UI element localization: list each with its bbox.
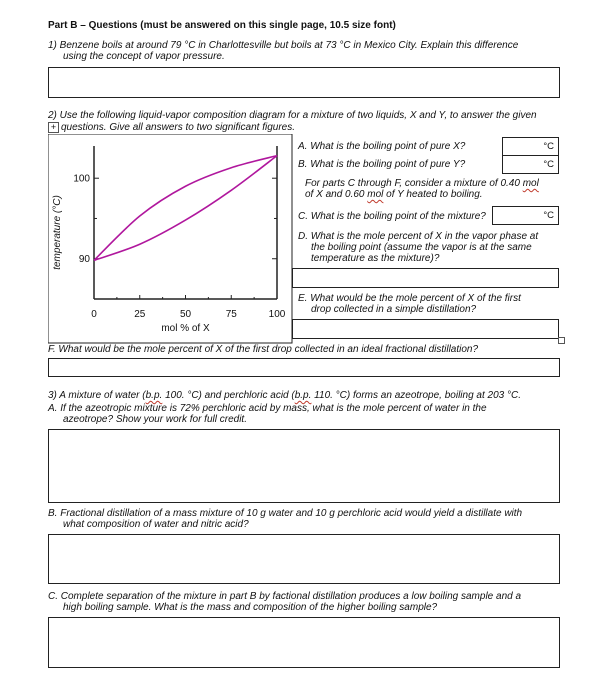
q1-answer-box[interactable]: [48, 67, 560, 98]
unit-celsius: °C: [543, 210, 554, 221]
q2b-label: B. What is the boiling point of pure Y?: [298, 159, 466, 170]
q2d-answer-box[interactable]: [292, 268, 559, 288]
q1-text-line2: using the concept of vapor pressure.: [63, 51, 225, 62]
page-title: Part B – Questions (must be answered on this single page, 10.5 size font): [48, 20, 396, 31]
q3b-label-line1: B. Fractional distillation of a mass mixture of 10 g water and 10 g perchloric acid would yield a distillate with: [48, 508, 523, 519]
q2f-label: F. What would be the mole percent of X of the first drop collected in an ideal fractional distillation?: [48, 344, 479, 355]
y-tick-label: 90: [78, 254, 90, 266]
q3-text-line1: 3) A mixture of water (b.p. 100. °C) and perchloric acid (b.p. 110. °C) forms an azeotrope, boiling at 203 °C.: [48, 390, 521, 401]
q2-text-line2: questions. Give all answers to two significant figures.: [61, 122, 295, 133]
q2a-answer-box[interactable]: [502, 137, 559, 156]
q2-parts-intro-line1: For parts C through F, consider a mixture of 0.40 mol: [305, 178, 539, 189]
q2-parts-intro-line2: of X and 0.60 mol of Y heated to boiling.: [305, 189, 483, 200]
q1-text-line1: 1) Benzene boils at around 79 °C in Charlottesville but boils at 73 °C in Mexico City. Explain this difference: [48, 40, 519, 51]
q3c-label-line2: high boiling sample. What is the mass and composition of the higher boiling sample?: [63, 602, 438, 613]
q2f-answer-box[interactable]: [48, 358, 560, 377]
unit-celsius: °C: [543, 159, 554, 170]
q3b-label-line2: what composition of water and nitric acid?: [63, 519, 249, 530]
q3a-label-line1: A. If the azeotropic mixture is 72% perchloric acid by mass, what is the mole percent of water in the: [48, 403, 487, 414]
x-tick-label: 50: [179, 309, 192, 320]
q3c-answer-box[interactable]: [48, 617, 560, 668]
x-tick-label: 75: [225, 309, 237, 320]
x-tick-label: 0: [91, 309, 97, 320]
resize-handle-icon[interactable]: [558, 337, 565, 344]
x-axis-label: mol % of X: [161, 323, 210, 334]
q2c-label: C. What is the boiling point of the mixture?: [298, 211, 486, 222]
q3a-label-line2: azeotrope? Show your work for full credit.: [63, 414, 247, 425]
q2d-label-line1: D. What is the mole percent of X in the vapor phase at: [298, 231, 539, 242]
q2e-label-line2: drop collected in a simple distillation?: [311, 304, 477, 315]
q3c-label-line1: C. Complete separation of the mixture in part B by factional distillation produces a low boiling sample and a: [48, 591, 522, 602]
q2a-label: A. What is the boiling point of pure X?: [298, 141, 466, 152]
q2e-answer-box[interactable]: [292, 319, 559, 339]
x-tick-label: 100: [268, 309, 286, 320]
q2-text-line1: 2) Use the following liquid-vapor composition diagram for a mixture of two liquids, X and Y, to answer the given: [48, 110, 537, 121]
liquid-vapor-diagram: [48, 134, 293, 344]
y-axis-label: temperature (°C): [52, 195, 63, 270]
move-handle-icon[interactable]: +: [48, 122, 59, 133]
q2e-label-line1: E. What would be the mole percent of X of the first: [298, 293, 521, 304]
unit-celsius: °C: [543, 141, 554, 152]
q2d-label-line2: the boiling point (assume the vapor is at the same: [311, 242, 532, 253]
chart-frame: [48, 134, 292, 343]
x-tick-label: 25: [134, 309, 146, 320]
q2d-label-line3: temperature as the mixture)?: [311, 253, 440, 264]
q3a-answer-box[interactable]: [48, 429, 560, 503]
y-tick-label: 100: [73, 173, 90, 185]
q2c-answer-box[interactable]: [492, 206, 559, 225]
q2b-answer-box[interactable]: [502, 155, 559, 174]
q3b-answer-box[interactable]: [48, 534, 560, 584]
